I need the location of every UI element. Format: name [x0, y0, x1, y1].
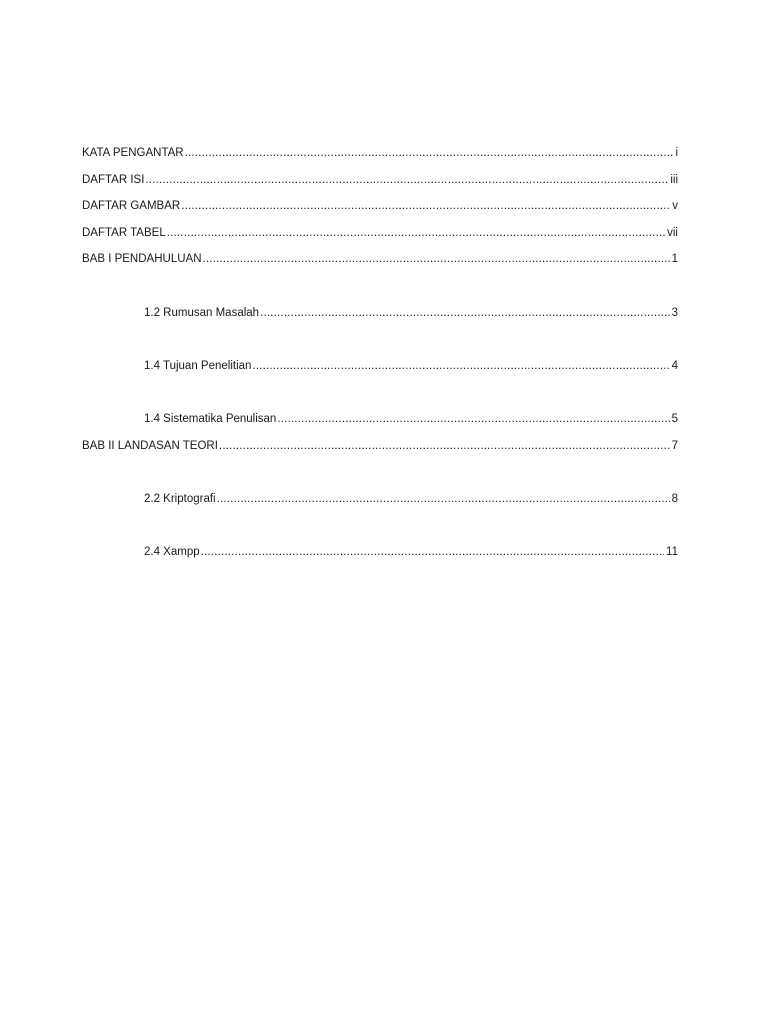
toc-entry-bab-2 — [82, 437, 678, 464]
toc-entry-title: DAFTAR GAMBAR — [82, 200, 181, 213]
toc-entry-bab-1 — [82, 250, 678, 277]
toc-entry-title: BAB II LANDASAN TEORI — [82, 439, 218, 452]
toc-leader-dots — [217, 490, 670, 508]
toc-entry-page: 4 — [671, 359, 678, 372]
toc-leader-dots — [219, 437, 670, 455]
toc-entry-page: i — [675, 147, 678, 159]
toc-leader-dots — [185, 144, 674, 162]
toc-entry-page: 8 — [671, 492, 678, 505]
toc-entry-page: 7 — [671, 439, 678, 452]
toc-leader-dots — [203, 250, 670, 268]
toc-entry-sistematika-penulisan — [144, 410, 678, 437]
toc-entry-title: 2.4 Xampp — [144, 545, 200, 558]
toc-leader-dots — [201, 543, 664, 561]
toc-entry-page: 5 — [671, 412, 678, 425]
toc-entry-tujuan-penelitian — [144, 357, 678, 384]
toc-entry-page: 1 — [671, 253, 678, 266]
toc-entry-title: DAFTAR TABEL — [82, 226, 166, 239]
toc-leader-dots — [260, 304, 670, 322]
toc-leader-dots — [277, 410, 669, 428]
toc-entry-page: vii — [667, 226, 678, 239]
toc-entry-kriptografi — [144, 490, 678, 517]
toc-entry-title: DAFTAR ISI — [82, 173, 145, 186]
toc-entry-title: 1.4 Tujuan Penelitian — [144, 359, 252, 372]
toc-entry-daftar-isi — [82, 171, 678, 198]
toc-leader-dots — [145, 171, 668, 189]
toc-entry-daftar-tabel — [82, 224, 678, 251]
toc-entry-title: KATA PENGANTAR — [82, 147, 184, 159]
toc-entry-kata-pengantar — [82, 144, 678, 171]
toc-leader-dots — [181, 197, 670, 215]
toc-entry-title: 1.2 Rumusan Masalah — [144, 306, 260, 319]
toc-entry-rumusan-masalah — [144, 304, 678, 331]
toc-leader-dots — [252, 357, 669, 375]
toc-entry-page: 3 — [671, 306, 678, 319]
toc-entry-title: 1.4 Sistematika Penulisan — [144, 412, 277, 425]
toc-entry-title: 2.2 Kriptografi — [144, 492, 216, 505]
toc-entry-xampp — [144, 543, 678, 570]
table-of-contents — [82, 144, 678, 570]
toc-leader-dots — [167, 224, 665, 242]
toc-entry-page: iii — [670, 173, 678, 186]
toc-entry-page: 11 — [666, 545, 678, 558]
toc-entry-page: v — [672, 200, 678, 213]
toc-entry-daftar-gambar — [82, 197, 678, 224]
toc-entry-title: BAB I PENDAHULUAN — [82, 253, 202, 266]
